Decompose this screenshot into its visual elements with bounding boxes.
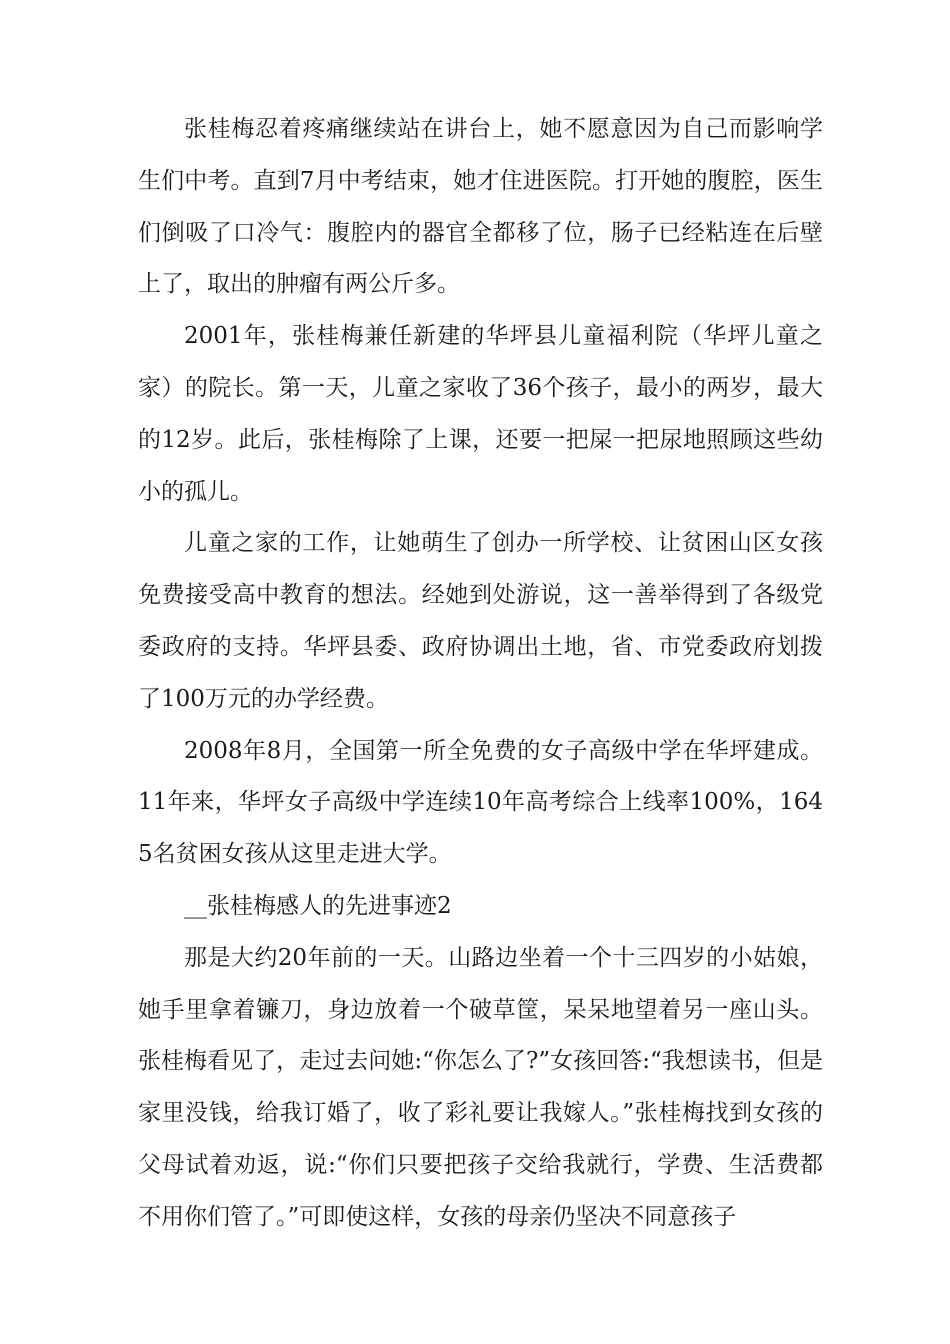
- paragraph-4: 2008年8月，全国第一所全免费的女子高级中学在华坪建成。11年来，华坪女子高级中学连续10年高考综合上线率100%，1645名贫困女孩从这里走进大学。: [138, 737, 823, 868]
- paragraph-3: 儿童之家的工作，让她萌生了创办一所学校、让贫困山区女孩免费接受高中教育的想法。经她到处游说，这一善举得到了各级党委政府的支持。华坪县委、政府协调出土地，省、市党委政府划拨了100万元的办学经费。: [138, 530, 823, 712]
- paragraph-5: 那是大约20年前的一天。山路边坐着一个十三四岁的小姑娘，她手里拿着镰刀，身边放着一个破草筐，呆呆地望着另一座山头。张桂梅看见了，走过去问她:“你怎么了?”女孩回答:“我想读书，但是家里没钱，给我订婚了，收了彩礼要让我嫁人。”张桂梅找到女孩的父母试着劝返，说:“你们只要把孩子交给我就行，学费、生活费都不用你们管了。”可即使这样，女孩的母亲仍坚决不同意孩子: [138, 944, 823, 1230]
- paragraph-1: 张桂梅忍着疼痛继续站在讲台上，她不愿意因为自己而影响学生们中考。直到7月中考结束，她才住进医院。打开她的腹腔，医生们倒吸了口冷气：腹腔内的器官全都移了位，肠子已经粘连在后壁上了，取出的肿瘤有两公斤多。: [138, 116, 823, 298]
- document-body: [138, 104, 823, 1244]
- paragraph-2: 2001年，张桂梅兼任新建的华坪县儿童福利院（华坪儿童之家）的院长。第一天，儿童之家收了36个孩子，最小的两岁，最大的12岁。此后，张桂梅除了上课，还要一把屎一把尿地照顾这些幼小的孤儿。: [138, 323, 823, 505]
- section-heading: __张桂梅感人的先进事迹2: [184, 892, 452, 919]
